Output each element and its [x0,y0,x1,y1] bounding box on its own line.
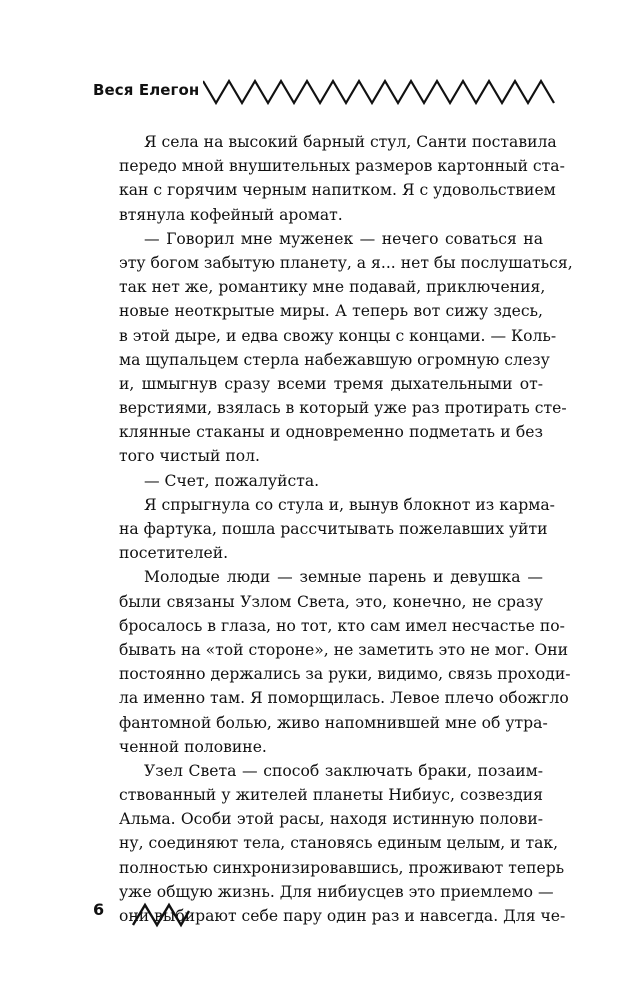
text-line: верстиями, взялась в который уже раз протирать сте- [119,399,567,418]
page-number: 6 [93,900,105,919]
text-line: так нет же, романтику мне подавай, приключения, [119,278,546,297]
text-line: Я села на высокий барный стул, Санти поставила [144,133,557,151]
text-line: Молодые люди — земные парень и девушка — [144,568,543,587]
running-head [93,78,563,108]
text-line: уже общую жизнь. Для нибиусцев это приемлемо — [119,882,554,901]
text-line: ла именно там. Я поморщилась. Левое плечо обожгло [119,689,569,708]
text-line: были связаны Узлом Света, это, конечно, не сразу [119,592,543,611]
text-line: Узел Света — способ заключать браки, позаим- [144,761,543,780]
text-line: кан с горячим черным напитком. Я с удовольствием [119,181,556,200]
text-line: ну, соединяют тела, становясь единым целым, и так, [119,834,559,853]
text-line: на фартука, пошла рассчитывать пожелавших уйти [119,520,548,538]
text-line: бывать на «той стороне», не заметить это не мог. Они [119,640,568,659]
text-line: Альма. Особи этой расы, находя истинную полови- [119,810,543,829]
text-line: полностью синхронизировавшись, проживают теперь [119,858,565,877]
zigzag-ornament-icon [203,78,561,108]
text-line: и, шмыгнув сразу всеми тремя дыхательными от- [119,374,543,393]
text-line: постоянно держались за руки, видимо, связь проходи- [119,665,571,684]
text-line: эту богом забытую планету, а я... нет бы послушаться, [119,253,573,272]
text-line: ма щупальцем стерла набежавшую огромную слезу [119,350,550,369]
zigzag-ornament-icon [131,895,191,929]
text-line: посетителей. [119,544,229,563]
text-line: новые неоткрытые миры. А теперь вот сижу здесь, [119,302,543,321]
text-line: бросалось в глаза, но тот, кто сам имел несчастье по- [119,616,565,635]
author-name: Веся Елегон [93,81,200,99]
body-text [119,130,573,928]
text-line: фантомной болью, живо напомнившей мне об утра- [119,713,548,732]
text-line: втянула кофейный аромат. [119,205,343,224]
text-line: в этой дыре, и едва свожу концы с концами. — Коль- [119,326,557,345]
text-line: — Счет, пожалуйста. [144,471,320,490]
text-line: ствованный у жителей планеты Нибиус, созвездия [119,786,543,805]
page-footer [93,895,293,935]
text-line: — Говорил мне муженек — нечего соваться на [144,229,543,248]
text-line: передо мной внушительных размеров картонный ста- [119,157,565,176]
text-line: Я спрыгнула со стула и, вынув блокнот из карма- [144,495,555,514]
text-line: того чистый пол. [119,447,260,466]
text-line: клянные стаканы и одновременно подметать и без [119,423,543,442]
text-line: они выбирают себе пару один раз и навсегда. Для че- [119,907,566,925]
text-line: ченной половине. [119,737,267,756]
